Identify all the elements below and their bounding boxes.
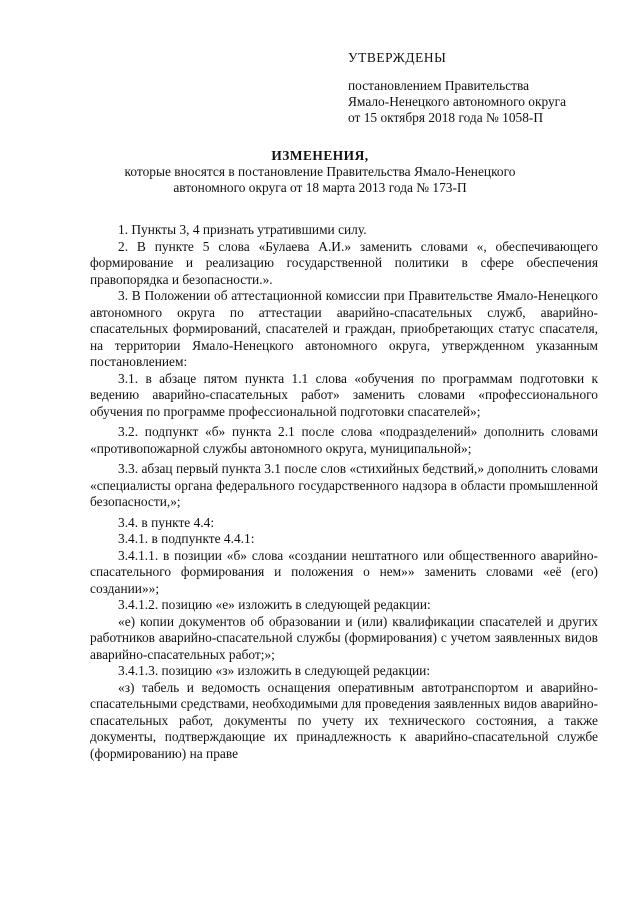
- approval-block: [348, 50, 566, 126]
- paragraph: 3.2. подпункт «б» пункта 2.1 после слова «подразделений» дополнить словами «противопожарной службы автономного округа, муниципальной»;: [90, 424, 598, 456]
- paragraph: 3.3. абзац первый пункта 3.1 после слов «стихийных бедствий,» дополнить словами «специалисты органа федерального государственного надзора в области промышленной безопасности,»;: [90, 461, 598, 509]
- approval-line: от 15 октября 2018 года № 1058-П: [348, 110, 544, 125]
- paragraph: 3.4.1. в подпункте 4.4.1:: [118, 531, 255, 546]
- title-sub: которые вносятся в постановление Правительства Ямало-Ненецкого: [124, 164, 516, 179]
- paragraph: «з) табель и ведомость оснащения оперативным автотранспортом и аварийно-спасательными средствами, необходимыми для проведения заявленных видов аварийно-спасательных работ, документы по учету их технического состояния, а также документы, подтверждающие их принадлежность к аварийно-спасательной службе (формированию) на праве: [90, 679, 598, 761]
- paragraph: 3.4.1.3. позицию «з» изложить в следующей редакции:: [118, 663, 431, 678]
- title-main: ИЗМЕНЕНИЯ,: [271, 148, 369, 163]
- paragraph: 1. Пункты 3, 4 признать утратившими силу.: [118, 222, 367, 237]
- paragraph: 3.4.1.1. в позиции «б» слова «создании нештатного или общественного аварийно-спасательного формирования и положения о нем»» заменить словами «её (его) создании»»;: [90, 547, 598, 596]
- approval-line: Ямало-Ненецкого автономного округа: [348, 94, 567, 109]
- approval-heading: УТВЕРЖДЕНЫ: [348, 50, 447, 65]
- paragraph: 2. В пункте 5 слова «Булаева А.И.» заменить словами «, обеспечивающего формирование и реализацию государственной политики в сфере обеспечения правопорядка и безопасности.».: [90, 238, 598, 287]
- approval-line: постановлением Правительства: [348, 78, 530, 93]
- paragraph: «е) копии документов об образовании и (или) квалификации спасателей и других работников аварийно-спасательной службы (формирования) с учетом заявленных видов аварийно-спасательных работ;»;: [90, 613, 598, 662]
- paragraph: 3. В Положении об аттестационной комиссии при Правительстве Ямало-Ненецкого автономного округа по аттестации аварийно-спасательных служб, аварийно-спасательных формирований, спасателей и граждан, приобретающих статус спасателя, на территории Ямало-Ненецкого автономного округа, утвержденном указанным постановлением:: [90, 288, 598, 369]
- paragraph: 3.1. в абзаце пятом пункта 1.1 слова «обучения по программам подготовки к ведению аварийно-спасательных работ» заменить словами «профессионального обучения по программе профессиональной подготовки спасателей»;: [90, 370, 598, 419]
- title-sub: автономного округа от 18 марта 2013 года № 173-П: [173, 180, 467, 195]
- document-body: [90, 222, 598, 762]
- paragraph: 3.4.1.2. позицию «е» изложить в следующей редакции:: [118, 597, 431, 612]
- document-title: [0, 148, 640, 196]
- paragraph: 3.4. в пункте 4.4:: [118, 514, 215, 530]
